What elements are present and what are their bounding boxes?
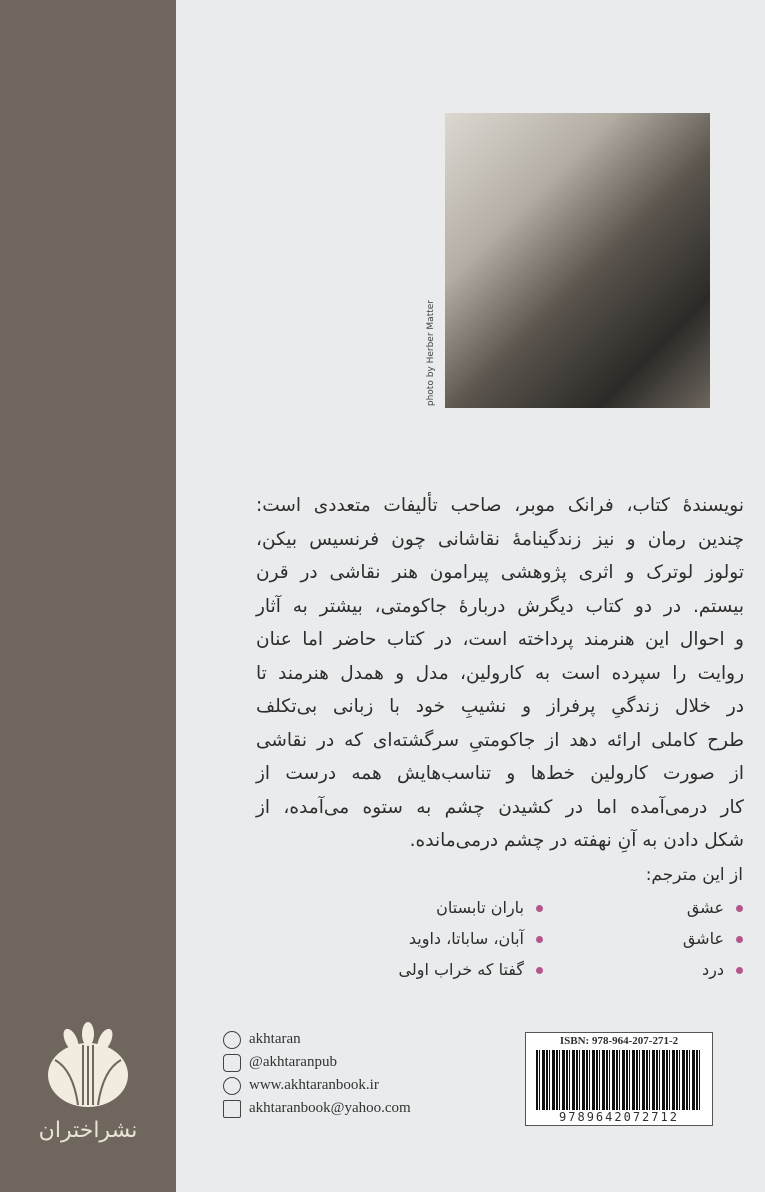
blurb-line: کار درمی‌آمده اما در کشیدن چشم به ستوه می‌آمده، از — [256, 796, 744, 818]
bullet-icon — [736, 967, 743, 974]
bullet-icon — [536, 936, 543, 943]
isbn-barcode — [525, 1032, 713, 1126]
book-item: گفتا که خراب اولی — [399, 954, 543, 985]
blurb-text — [256, 489, 744, 858]
website-link[interactable]: www.akhtaranbook.ir — [223, 1074, 411, 1097]
book-item: آبان، ساباتا، داوید — [399, 923, 543, 954]
blurb-line: از صورت کارولین خط‌ها و تناسب‌هایش همه درست از — [256, 763, 744, 784]
bullet-icon — [736, 936, 743, 943]
publisher-logo — [28, 1020, 148, 1143]
translator-books-left — [399, 892, 543, 985]
cover-spine-band — [0, 0, 176, 1192]
blurb-line: روایت را سپرده است به کارولین، مدل و همدل هنرمند تا — [256, 662, 744, 684]
barcode-bars — [536, 1050, 702, 1110]
bullet-icon — [536, 967, 543, 974]
globe-icon — [223, 1077, 241, 1095]
translator-heading: از این مترجم: — [645, 865, 743, 885]
publisher-name: نشراختران — [38, 1118, 138, 1143]
book-item: عشق — [683, 892, 743, 923]
instagram-icon — [223, 1054, 241, 1072]
email-link[interactable]: akhtaranbook@yahoo.com — [223, 1097, 411, 1120]
blurb-line: چندین رمان و نیز زندگینامهٔ نقاشانی چون فرنسیس بیکن، — [256, 528, 744, 550]
bullet-icon — [736, 905, 743, 912]
barcode-number: 9789642072712 — [559, 1110, 679, 1124]
blurb-line: بیستم. در دو کتاب دیگرش دربارهٔ جاکومتی، بیشتر به آثار — [256, 595, 744, 617]
author-photo — [445, 113, 710, 408]
photo-credit: photo by Herber Matter — [426, 300, 436, 407]
blurb-line: طرح کاملی ارائه دهد از جاکومتیِ سرگشته‌ای که در نقاشی — [256, 729, 744, 751]
blurb-line: در خلال زندگیِ پرفراز و نشیبِ خود با زبانی بی‌تکلف — [256, 696, 744, 717]
isbn-label: ISBN: 978-964-207-271-2 — [559, 1035, 679, 1047]
blurb-line: شکل دادن به آنِ نهفته در چشم درمی‌مانده. — [409, 830, 744, 851]
telegram-contact[interactable]: akhtaran — [223, 1028, 411, 1051]
translator-books-right — [683, 892, 743, 985]
book-item: عاشق — [683, 923, 743, 954]
book-item: درد — [683, 954, 743, 985]
envelope-icon — [223, 1100, 241, 1118]
contact-list — [223, 1028, 411, 1120]
publisher-emblem-icon — [43, 1020, 133, 1110]
instagram-contact[interactable]: @akhtaranpub — [223, 1051, 411, 1074]
blurb-line: نویسندهٔ کتاب، فرانک موبر، صاحب تألیفات متعددی است: — [256, 495, 744, 516]
blurb-line: تولوز لوترک و اثری پژوهشی پیرامون هنر نقاشی در قرن — [256, 562, 744, 583]
telegram-icon — [223, 1031, 241, 1049]
blurb-line: و احوال این هنرمند پرداخته است، در کتاب حاضر اما عنان — [256, 629, 744, 650]
bullet-icon — [536, 905, 543, 912]
book-item: باران تابستان — [399, 892, 543, 923]
